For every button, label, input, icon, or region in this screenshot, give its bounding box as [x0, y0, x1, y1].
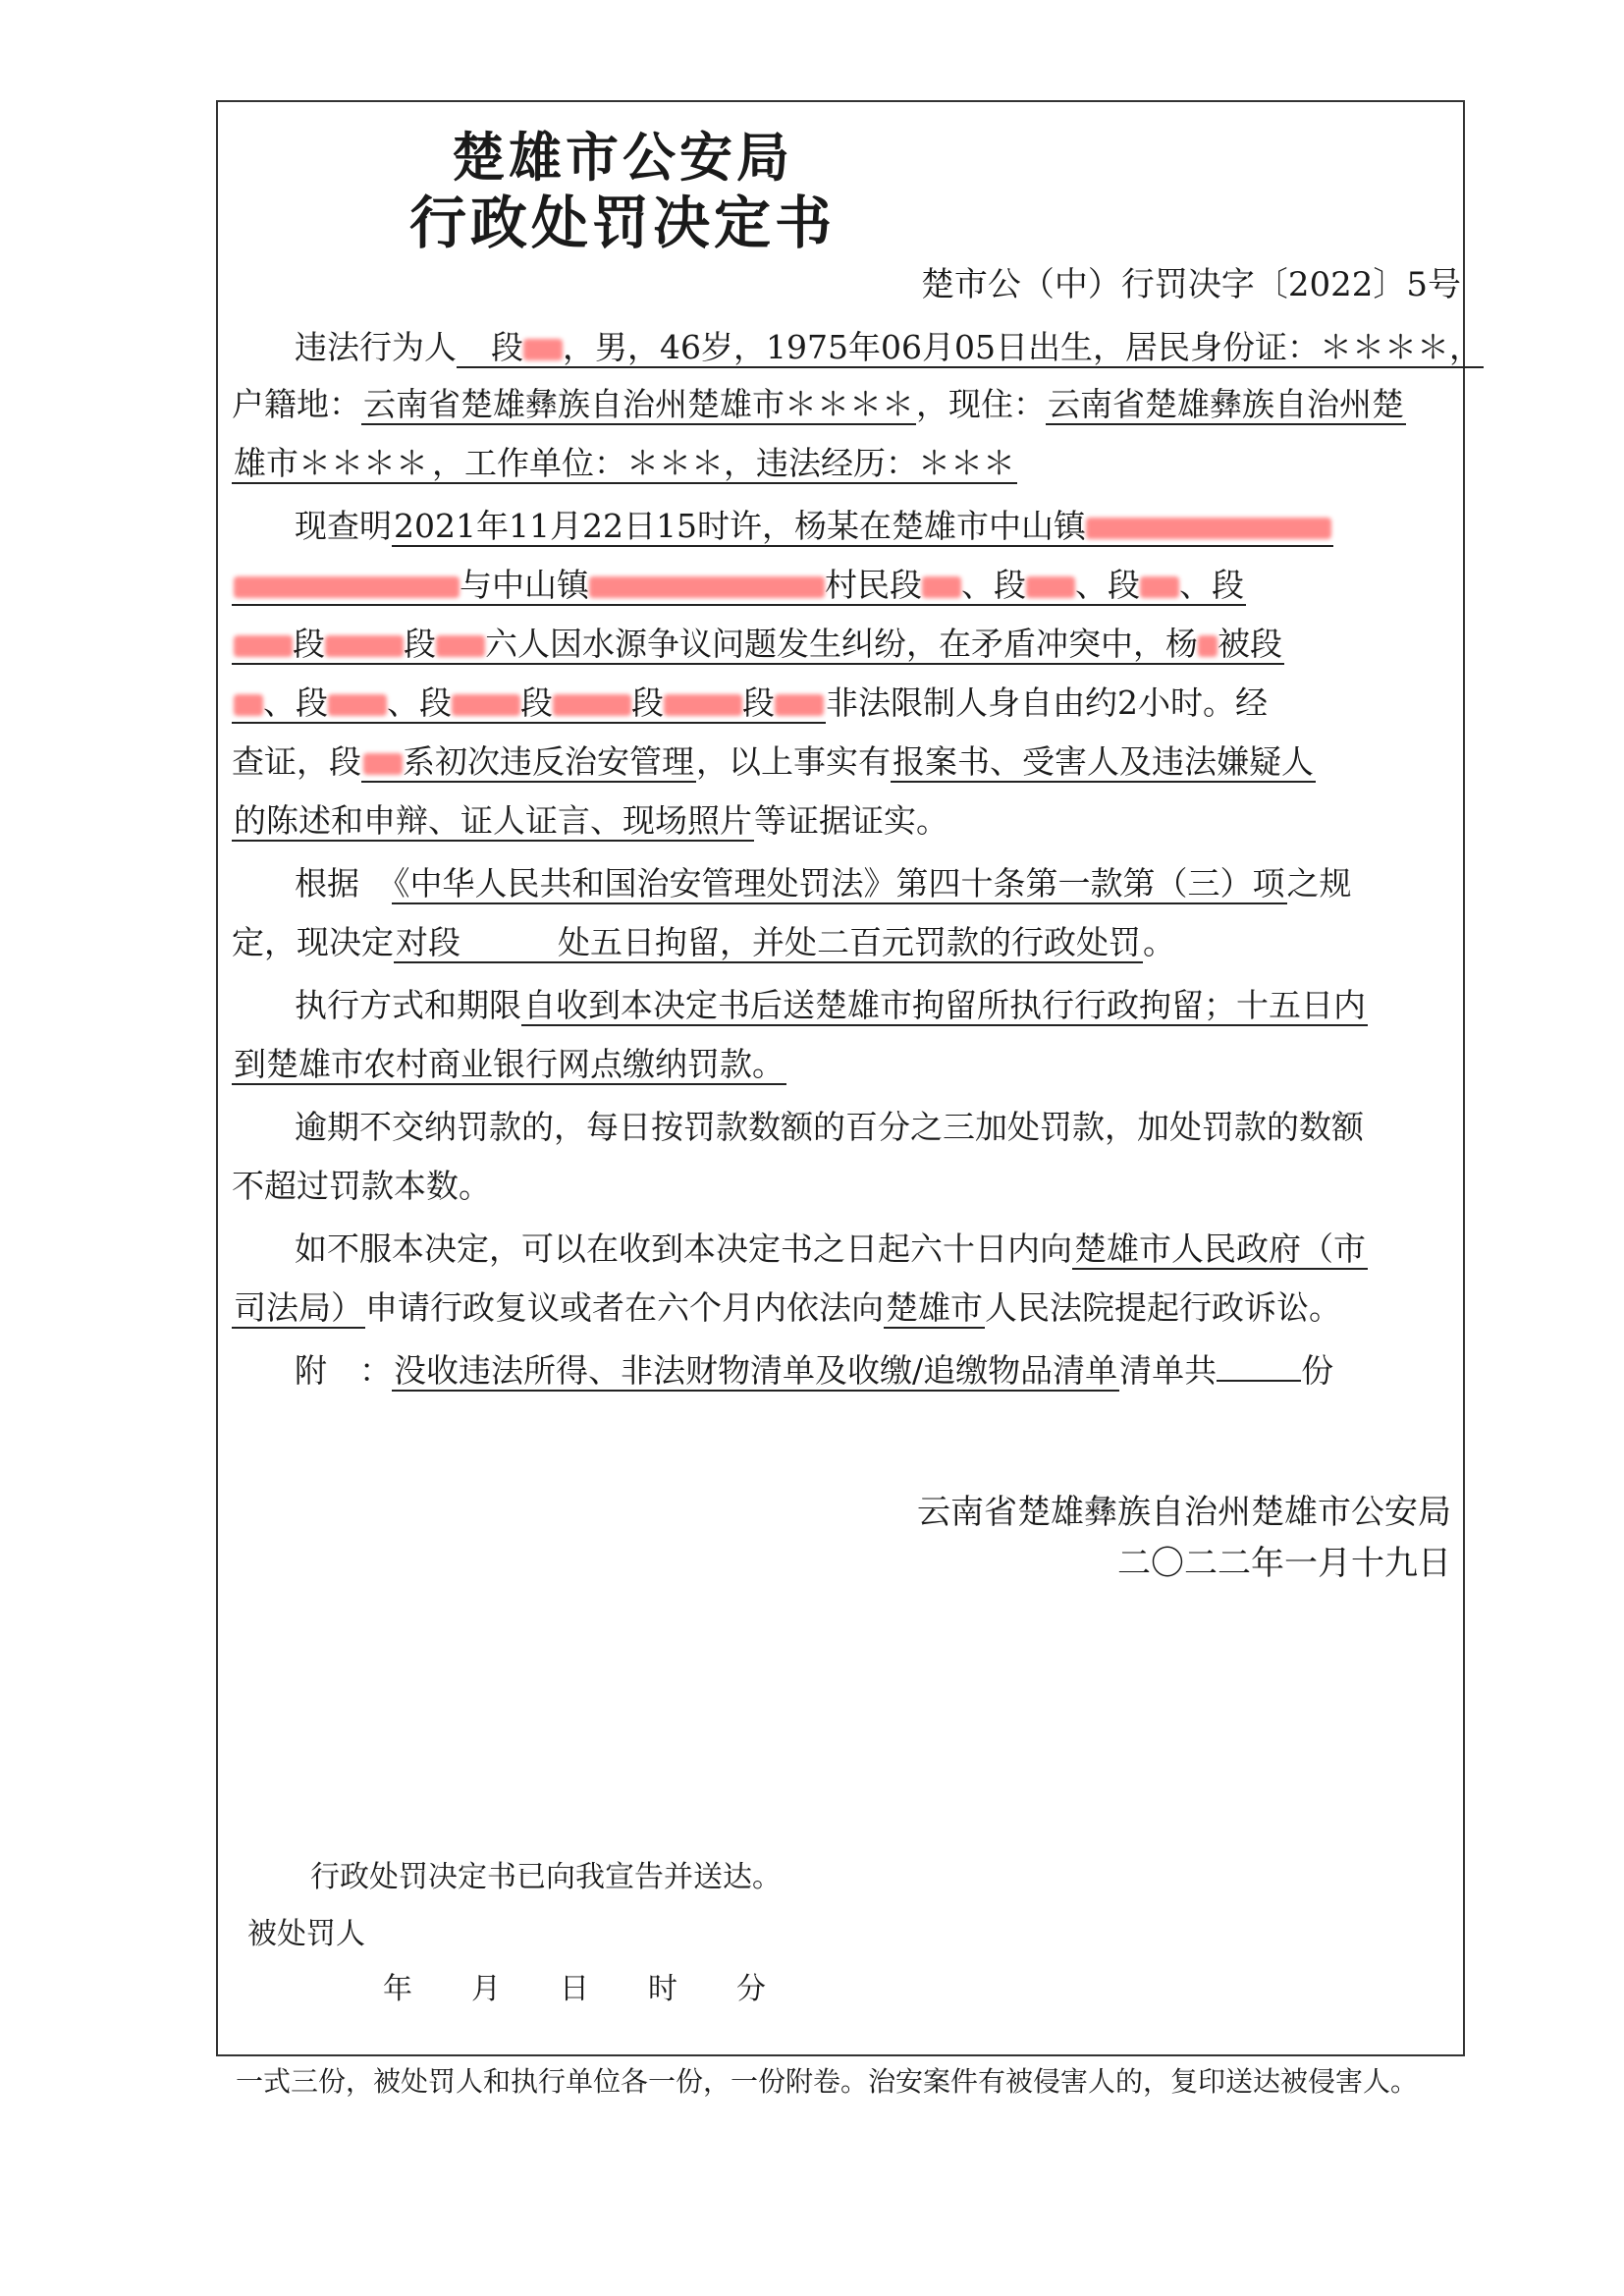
redaction-mark — [523, 339, 563, 360]
redaction-mark — [922, 576, 961, 598]
current-address: 云南省楚雄彝族自治州楚 — [1048, 385, 1404, 423]
recipient-label: 被处罚人 — [247, 1917, 365, 1951]
redaction-mark — [775, 694, 824, 716]
redaction-mark — [664, 694, 742, 716]
facts-line-3: 段 段 六人因水源争议问题发生纠纷，在矛盾冲突中，杨 被段 — [232, 625, 1284, 664]
appeal-line-1: 如不服本决定，可以在收到本决定书之日起六十日内向楚雄市人民政府（市 — [295, 1230, 1366, 1268]
facts-line-5: 查证，段 系初次违反治安管理，以上事实有报案书、受害人及违法嫌疑人 — [232, 742, 1314, 781]
issuing-authority: 云南省楚雄彝族自治州楚雄市公安局 — [917, 1493, 1451, 1532]
agency-title: 楚雄市公安局 — [452, 126, 793, 189]
redaction-mark — [436, 635, 485, 657]
redaction-mark — [363, 753, 403, 775]
law-reference: 《中华人民共和国治安管理处罚法》第四十条第一款第（三）项 — [394, 864, 1285, 902]
attachment-line: 附 ：没收违法所得、非法财物清单及收缴/追缴物品清单清单共 份 — [295, 1351, 1334, 1390]
redaction-mark — [1198, 635, 1218, 657]
basis-line-1: 根据 《中华人民共和国治安管理处罚法》第四十条第一款第（三）项之规 — [295, 864, 1352, 902]
facts-line-6: 的陈述和申辩、证人证言、现场照片等证据证实。 — [234, 801, 948, 840]
redaction-mark — [452, 694, 520, 716]
party-line-3: 雄市＊＊＊＊ ，工作单位：＊＊＊，违法经历：＊＊＊ — [234, 444, 1015, 482]
document-type-title: 行政处罚决定书 — [408, 190, 836, 256]
appeal-line-2: 司法局）申请行政复议或者在六个月内依法向楚雄市人民法院提起行政诉讼。 — [234, 1288, 1341, 1327]
footer-note: 一式三份，被处罚人和执行单位各一份，一份附卷。治安案件有被侵害人的，复印送达被侵害人。 — [236, 2065, 1419, 2098]
redaction-mark — [325, 635, 404, 657]
document-number: 楚市公（中）行罚决字〔2022〕5号 — [920, 265, 1461, 304]
overdue-line-2: 不超过罚款本数。 — [232, 1167, 491, 1205]
redaction-mark — [328, 694, 387, 716]
redaction-mark — [234, 576, 460, 598]
attachment-list: 没收违法所得、非法财物清单及收缴/追缴物品清单 — [394, 1351, 1118, 1390]
execution-line-2: 到楚雄市农村商业银行网点缴纳罚款。 — [234, 1045, 785, 1083]
facts-line-2: 与中山镇 村民段 、段 、段 、段 — [232, 566, 1246, 605]
receipt-time-fields: 年 月 日 时 分 — [383, 1972, 766, 2006]
redaction-mark — [1086, 518, 1331, 539]
receipt-notice: 行政处罚决定书已向我宣告并送达。 — [310, 1860, 782, 1894]
registered-address: 云南省楚雄彝族自治州楚雄市＊＊＊＊ — [363, 385, 914, 423]
redaction-mark — [553, 694, 631, 716]
penalty-decision: 对段 处五日拘留，并处二百元罚款的行政处罚 — [396, 923, 1141, 961]
redaction-mark — [234, 635, 293, 657]
redaction-mark — [234, 694, 263, 716]
issue-date: 二〇二二年一月十九日 — [1117, 1544, 1451, 1583]
basis-line-2: 定，现决定对段 处五日拘留，并处二百元罚款的行政处罚。 — [232, 923, 1175, 961]
redaction-mark — [1026, 576, 1075, 598]
party-line-2: 户籍地：云南省楚雄彝族自治州楚雄市＊＊＊＊，现住：云南省楚雄彝族自治州楚 — [232, 385, 1404, 423]
execution-line-1: 执行方式和期限自收到本决定书后送楚雄市拘留所执行行政拘留；十五日内 — [295, 986, 1366, 1024]
party-details: 段 ，男，46岁，1975年06月05日出生，居民身份证：＊＊＊＊， — [457, 328, 1484, 368]
redaction-mark — [1140, 576, 1179, 598]
facts-line-4: 、段 、段 段 段 段 非法限制人身自由约2小时。经 — [232, 683, 1268, 723]
facts-line-1: 现查明2021年11月22日15时许，杨某在楚雄市中山镇 — [295, 507, 1333, 546]
attachment-count-blank — [1217, 1366, 1301, 1382]
redaction-mark — [589, 576, 825, 598]
party-line-1: 违法行为人 段 ，男，46岁，1975年06月05日出生，居民身份证：＊＊＊＊， — [295, 328, 1482, 366]
overdue-line-1: 逾期不交纳罚款的，每日按罚款数额的百分之三加处罚款，加处罚款的数额 — [295, 1108, 1364, 1146]
